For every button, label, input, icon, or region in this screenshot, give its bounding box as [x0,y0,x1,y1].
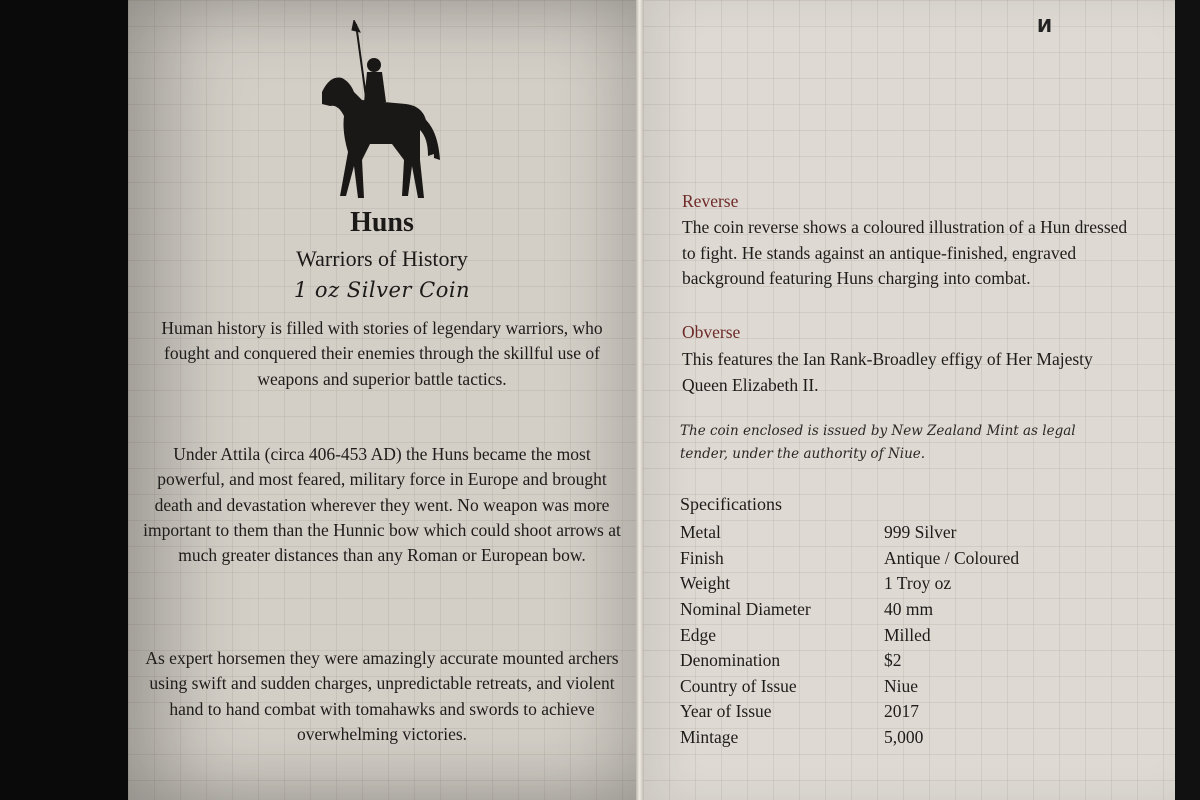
spec-value: 1 Troy oz [884,573,952,594]
mint-note: The coin enclosed is issued by New Zealand Mint as legal tender, under the authority of Niue. [680,423,1076,462]
spec-value: 5,000 [884,727,924,748]
spec-value: Milled [884,624,931,645]
spec-label: Year of Issue [680,701,772,722]
page-subtitle: Warriors of History [296,246,468,271]
spec-row [680,546,1019,572]
spec-value: 999 Silver [884,522,957,543]
attila-paragraph: Under Attila (circa 406-453 AD) the Huns became the most powerful, and most feared, military force in Europe and brought death and devastation wherever they went. No weapon was more important to them than the Hunnic bow which could shoot arrows at much greater distances than any Roman or European bow. [143,444,621,566]
specifications-table [680,520,1019,750]
spec-label: Country of Issue [680,675,797,696]
mounted-warrior-silhouette-icon [310,20,440,205]
intro-paragraph: Human history is filled with stories of legendary warriors, who fought and conquered their enemies through the skillful use of weapons and superior battle tactics. [161,318,603,389]
spec-label: Edge [680,624,716,645]
spec-label: Weight [680,573,731,594]
spec-label: Finish [680,547,724,568]
spec-value: 40 mm [884,599,934,620]
spec-label: Denomination [680,650,781,671]
spec-row [680,622,1019,648]
spec-value: 2017 [884,701,919,722]
spec-label: Metal [680,522,721,543]
corner-mark: И [1037,16,1053,37]
spec-row [680,648,1019,674]
spec-row [680,699,1019,725]
obverse-description: This features the Ian Rank-Broadley effigy of Her Majesty Queen Elizabeth II. [682,349,1093,395]
spec-row [680,597,1019,623]
page-fold [636,0,643,800]
spec-value: $2 [884,650,902,671]
script-caption: 1 oz Silver Coin [293,278,471,302]
specifications-heading: Specifications [680,494,782,514]
page-title: Huns [350,207,414,238]
background-edge [1175,0,1200,800]
spec-value: Antique / Coloured [884,547,1020,568]
horsemen-paragraph: As expert horsemen they were amazingly accurate mounted archers using swift and sudden charges, unpredictable retreats, and violent hand to hand combat with tomahawks and swords to achieve overwhelming victories. [145,648,619,744]
spec-row [680,520,1019,546]
spec-label: Mintage [680,727,739,748]
reverse-description: The coin reverse shows a coloured illustration of a Hun dressed to fight. He stands against an antique-finished, engraved background featuring Huns charging into combat. [682,217,1128,288]
obverse-heading: Obverse [682,322,741,342]
spec-row [680,674,1019,700]
spec-value: Niue [884,675,919,696]
spec-row [680,725,1019,751]
spec-row [680,571,1019,597]
reverse-heading: Reverse [682,191,739,211]
spec-label: Nominal Diameter [680,599,811,620]
